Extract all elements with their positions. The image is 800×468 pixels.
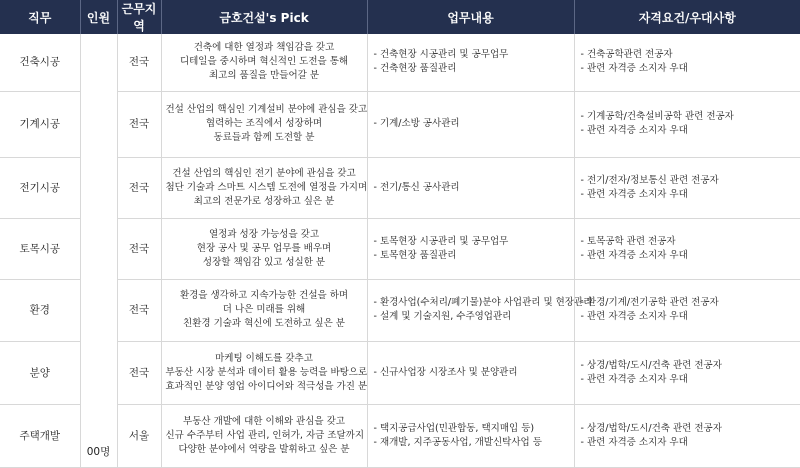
pick-cell	[161, 91, 367, 157]
region-cell: 전국	[117, 34, 161, 91]
pick-line: 친환경 기술과 혁신에 도전하고 싶은 분	[183, 318, 345, 329]
duty-item: - 기계/소방 공사관리	[374, 117, 574, 131]
pick-line: 마케팅 이해도를 갖추고	[215, 352, 313, 364]
region-cell: 전국	[117, 91, 161, 157]
region-cell: 서울	[117, 404, 161, 467]
qualification-item: - 관련 자격증 소지자 우대	[581, 373, 800, 387]
table-row	[0, 279, 800, 341]
qualifications-cell	[574, 91, 800, 157]
duty-item: - 재개발, 지주공동사업, 개발신탁사업 등	[374, 436, 574, 450]
table-row	[0, 157, 800, 218]
qualification-item: - 관련 자격증 소지자 우대	[581, 249, 800, 263]
qualification-item: - 관련 자격증 소지자 우대	[581, 310, 800, 324]
duties-cell	[367, 279, 593, 341]
qualification-item: - 기계공학/건축설비공학 관련 전공자	[581, 110, 800, 124]
duties-cell	[367, 157, 574, 218]
pick-line: 건축에 대한 열정과 책임감을 갖고	[193, 42, 335, 54]
pick-line: 디테일을 중시하며 혁신적인 도전을 통해	[179, 56, 349, 68]
region-cell: 전국	[117, 157, 161, 218]
qualification-item: - 전기/전자/정보통신 관련 전공자	[581, 174, 800, 188]
region-cell: 전국	[117, 279, 161, 341]
qualifications-cell	[574, 404, 800, 467]
duty-item: - 신규사업장 시장조사 및 분양관리	[374, 366, 574, 380]
duties-cell	[367, 341, 574, 404]
job-cell: 건축시공	[0, 34, 80, 91]
table-row	[0, 341, 800, 404]
pick-line: 환경을 생각하고 지속가능한 건설을 하며	[179, 290, 349, 301]
qualification-item: - 상경/법학/도시/건축 관련 전공자	[581, 422, 800, 436]
pick-line: 열정과 성장 가능성을 갖고	[208, 228, 319, 240]
pick-cell	[161, 341, 367, 404]
table-row	[0, 34, 800, 91]
duties-cell	[367, 218, 574, 279]
duties-cell	[367, 34, 574, 91]
qualification-item: - 상경/법학/도시/건축 관련 전공자	[581, 359, 800, 373]
pick-line: 효과적인 분양 영업 아이디어와 적극성을 가진 분	[165, 380, 368, 392]
pick-cell	[161, 279, 367, 341]
table-header-row	[0, 0, 800, 34]
qualification-item: - 건축공학관련 전공자	[581, 48, 800, 62]
duty-item: - 토목현장 시공관리 및 공무업무	[374, 235, 574, 249]
header-head-count: 인원	[80, 0, 117, 34]
duty-item: - 택지공급사업(민관합동, 택지매입 등)	[374, 422, 574, 436]
qualification-item: - 관련 자격증 소지자 우대	[581, 62, 800, 76]
region-cell: 전국	[117, 341, 161, 404]
pick-cell	[161, 157, 367, 218]
qualification-item: - 관련 자격증 소지자 우대	[581, 124, 800, 138]
pick-line: 현장 공사 및 공무 업무를 배우며	[196, 242, 332, 254]
qualifications-cell	[574, 279, 800, 341]
pick-line: 첨단 기술과 스마트 시스템 도전에 열정을 가지며	[165, 181, 368, 193]
pick-line: 다양한 분야에서 역량을 발휘하고 싶은 분	[178, 443, 350, 455]
pick-line: 최고의 전문가로 성장하고 싶은 분	[193, 195, 335, 207]
pick-line: 성장할 책임감 있고 성실한 분	[202, 256, 326, 268]
pick-line: 협력하는 조직에서 성장하며	[205, 118, 323, 129]
duties-cell	[367, 91, 574, 157]
duty-item: - 건축현장 시공관리 및 공무업무	[374, 48, 574, 62]
duty-item: - 건축현장 품질관리	[374, 62, 574, 76]
pick-line: 신규 수주부터 사업 관리, 인허가, 자금 조달까지	[165, 429, 365, 441]
pick-line: 건설 산업의 핵심인 기계설비 분야에 관심을 갖고	[165, 104, 368, 115]
pick-cell	[161, 404, 367, 467]
duties-cell	[367, 404, 574, 467]
header-duties: 업무내용	[367, 0, 574, 34]
qualifications-cell	[574, 34, 800, 91]
qualifications-cell	[574, 341, 800, 404]
qualifications-cell	[574, 218, 800, 279]
pick-cell	[161, 218, 367, 279]
pick-line: 최고의 품질을 만들어갈 분	[208, 70, 319, 82]
table-row	[0, 218, 800, 279]
table-row	[0, 91, 800, 157]
duty-item: - 전기/통신 공사관리	[374, 181, 574, 195]
region-cell: 전국	[117, 218, 161, 279]
duty-item: - 설계 및 기술지원, 수주영업관리	[374, 310, 574, 324]
job-cell: 환경	[0, 279, 80, 341]
qualification-item: - 관련 자격증 소지자 우대	[581, 188, 800, 202]
pick-line: 부동산 개발에 대한 이해와 관심을 갖고	[183, 415, 345, 427]
job-cell: 토목시공	[0, 218, 80, 279]
pick-cell	[161, 34, 367, 91]
duty-item: - 환경사업(수처리/폐기물)분야 사업관리 및 현장관리	[374, 296, 574, 310]
qualification-item: - 관련 자격증 소지자 우대	[581, 436, 800, 450]
job-cell: 분양	[0, 341, 80, 404]
job-cell: 전기시공	[0, 157, 80, 218]
table-row	[0, 404, 800, 467]
qualification-item: - 토목공학 관련 전공자	[581, 235, 800, 249]
header-qualifications: 자격요건/우대사항	[574, 0, 800, 34]
header-pick: 금호건설's Pick	[161, 0, 367, 34]
pick-line: 더 나은 미래를 위해	[222, 304, 306, 315]
qualifications-cell	[574, 157, 800, 218]
qualification-item: - 환경/기계/전기공학 관련 전공자	[581, 296, 800, 310]
pick-line: 동료들과 함께 도전할 분	[213, 132, 315, 143]
job-cell: 기계시공	[0, 91, 80, 157]
pick-line: 건설 산업의 핵심인 전기 분야에 관심을 갖고	[172, 167, 356, 179]
head-count-cell: 00명	[80, 34, 117, 467]
pick-line: 부동산 시장 분석과 데이터 활용 능력을 바탕으로	[165, 366, 368, 378]
job-cell: 주택개발	[0, 404, 80, 467]
header-job: 직무	[0, 0, 80, 34]
header-region: 근무지역	[117, 0, 161, 34]
duty-item: - 토목현장 품질관리	[374, 249, 574, 263]
